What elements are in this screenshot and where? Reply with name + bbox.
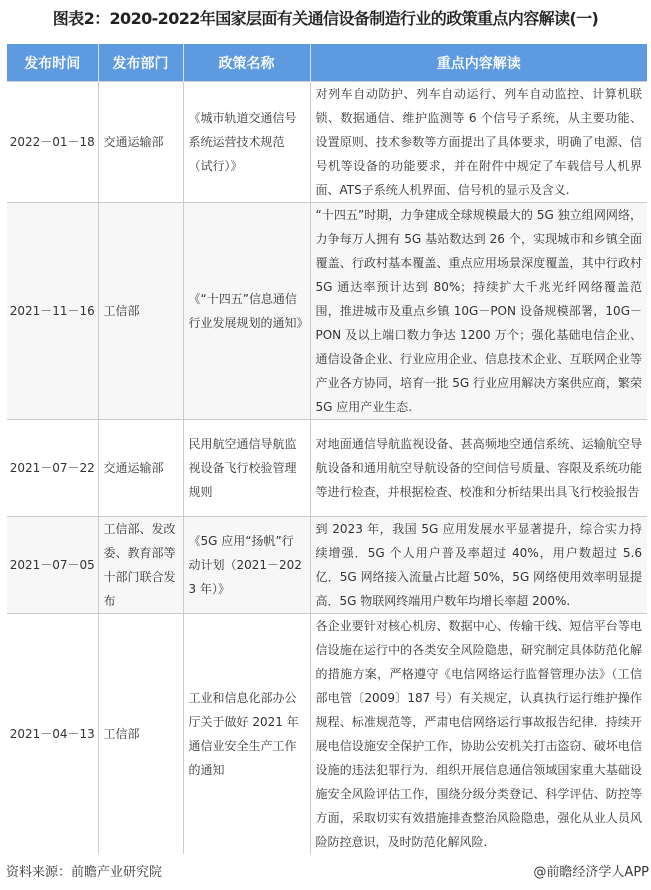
cell-dept: 工信部、发改委、教育部等十部门联合发布 [98, 517, 183, 614]
cell-policy: 民用航空通信导航监视设备飞行校验管理规则 [183, 420, 310, 517]
credit-note: @前瞻经济学人APP [533, 865, 649, 880]
table-row [7, 82, 647, 203]
cell-dept: 工信部 [98, 203, 183, 420]
footer [0, 854, 651, 890]
header-policy: 政策名称 [183, 44, 310, 82]
header-date: 发布时间 [7, 44, 98, 82]
cell-policy: 《“十四五”信息通信行业发展规划的通知》 [183, 203, 310, 420]
cell-date: 2021－07－05 [7, 517, 98, 614]
page-title: 图表2：2020-2022年国家层面有关通信设备制造行业的政策重点内容解读(一) [52, 9, 599, 28]
cell-content: 到 2023 年，我国 5G 应用发展水平显著提升，综合实力持续增强．5G 个人用户普及率超过 40%，用户数超过 5.6 亿．5G 网络接入流量占比超 50%，5G 网络使用效率明显提高．5G 物联网终端用户数年均增长率超 200%. [310, 517, 647, 614]
source-note: 资料来源：前瞻产业研究院 [6, 865, 163, 880]
table-header [7, 44, 647, 82]
cell-policy: 工业和信息化部办公厅关于做好 2021 年通信业安全生产工作的通知 [183, 614, 310, 855]
cell-dept: 工信部 [98, 614, 183, 855]
cell-content: 对列车自动防护、列车自动运行、列车自动监控、计算机联锁、数据通信、维护监测等 6 个信号子系统，从主要功能、设置原则、技术参数等方面提出了具体要求，明确了电源、信号机等设备的功能要求，并在附件中规定了车载信号人机界面、ATS子系统人机界面、信号机的显示及含义. [310, 82, 647, 203]
header-content: 重点内容解读 [310, 44, 647, 82]
cell-date: 2022－01－18 [7, 82, 98, 203]
cell-policy: 《城市轨道交通信号系统运营技术规范（试行）》 [183, 82, 310, 203]
cell-policy: 《5G 应用“扬帆”行动计划（2021－2023 年）》 [183, 517, 310, 614]
table-row [7, 517, 647, 614]
cell-date: 2021－04－13 [7, 614, 98, 855]
cell-date: 2021－11－16 [7, 203, 98, 420]
table-container [0, 30, 651, 854]
cell-dept: 交通运输部 [98, 420, 183, 517]
table-row [7, 203, 647, 420]
table-row [7, 420, 647, 517]
cell-content: 各企业要针对核心机房、数据中心、传输干线、短信平台等电信设施在运行中的各类安全风险隐患，研究制定具体防范化解的措施方案，严格遵守《电信网络运行监督管理办法》（工信部电管〔2009〕187 号）有关规定，认真执行运行维护操作规程、标准规范等，严肃电信网络运行事故报告纪律．持续开展电信设施安全保护工作，协助公安机关打击盗窃、破坏电信设施的违法犯罪行为．组织开展信息通信领域国家重大基础设施安全风险评估工作，围绕分级分类登记、科学评估、防控等方面，采取切实有效措施排查整治风险隐患，强化从业人员风险防控意识，及时防范化解风险. [310, 614, 647, 855]
cell-content: 对地面通信导航监视设备、甚高频地空通信系统、运输航空导航设备和通用航空导航设备的空间信号质量、容限及系统功能等进行检查，并根据检查、校准和分析结果出具飞行校验报告 [310, 420, 647, 517]
table-row [7, 614, 647, 855]
policy-table [7, 44, 647, 854]
header-dept: 发布部门 [98, 44, 183, 82]
cell-date: 2021－07－22 [7, 420, 98, 517]
cell-content: “十四五”时期，力争建成全球规模最大的 5G 独立组网网络，力争每万人拥有 5G 基站数达到 26 个，实现城市和乡镇全面覆盖、行政村基本覆盖、重点应用场景深度覆盖，其中行政村 5G 通达率预计达到 80%；持续扩大千兆光纤网络覆盖范围，推进城市及重点乡镇 10G－PON 设备规模部署，10G－PON 及以上端口数力争达 1200 万个；强化基础电信企业、通信设备企业、行业应用企业、信息技术企业、互联网企业等产业各方协同，培育一批 5G 行业应用解决方案供应商，繁荣 5G 应用产业生态. [310, 203, 647, 420]
cell-dept: 交通运输部 [98, 82, 183, 203]
